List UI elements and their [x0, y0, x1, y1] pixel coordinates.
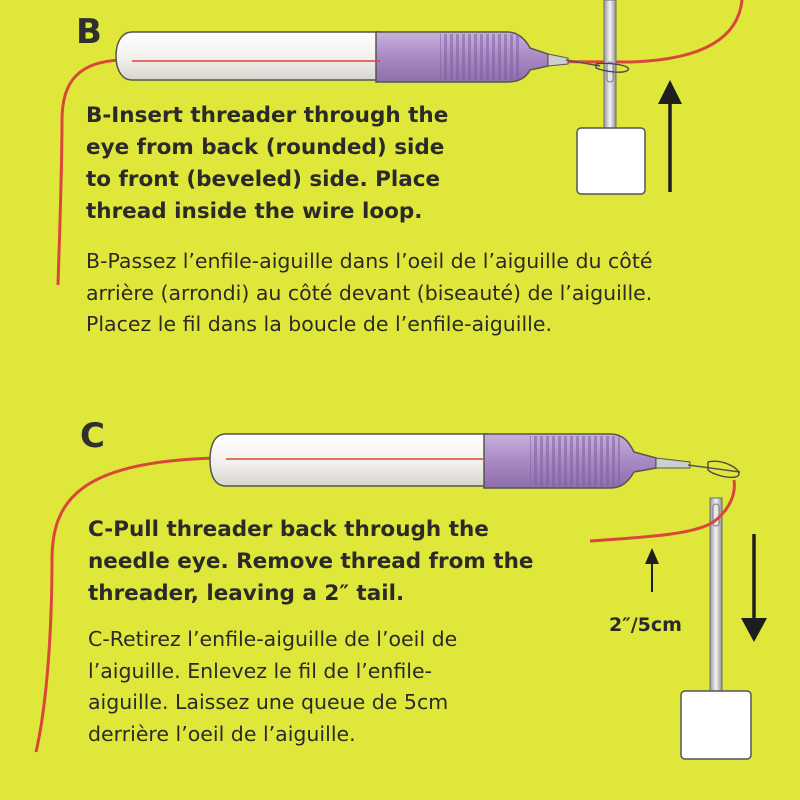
text-line: thread inside the wire loop. [86, 199, 423, 224]
text-line: C-Retirez l’enfile-aiguille de l’oeil de [88, 627, 458, 651]
threader-c [210, 434, 740, 488]
step-b-instruction-en [86, 100, 448, 228]
tail-measure-arrow-icon [645, 548, 659, 592]
text-line: arrière (arrondi) au côté devant (biseauté) de l’aiguille. [86, 280, 653, 305]
text-line: Placez le fil dans la boucle de l’enfile-aiguille. [86, 312, 552, 336]
text-line: to front (beveled) side. Place [86, 167, 441, 192]
text-line: C-Pull threader back through the [88, 517, 489, 542]
arrow-down-icon [741, 534, 767, 642]
text-line: B-Passez l’enfile-aiguille dans l’oeil de l’aiguille du côté [86, 249, 653, 273]
text-line: eye from back (rounded) side [86, 135, 445, 160]
text-line: B-Insert threader through the [86, 103, 449, 128]
text-line: needle eye. Remove thread from the [88, 549, 534, 574]
step-c-letter: C [80, 416, 105, 456]
needle-c [681, 498, 751, 759]
text-line: l’aiguille. Enlevez le fil de l’enfile- [88, 658, 433, 683]
step-b-letter: B [76, 12, 102, 52]
step-c-instruction-en [88, 514, 533, 610]
step-c-instruction-fr [88, 624, 457, 750]
arrow-up-icon [658, 80, 682, 192]
text-line: threader, leaving a 2″ tail. [88, 581, 405, 606]
threader-b [116, 32, 629, 82]
step-b-instruction-fr [86, 246, 652, 341]
needle-b [577, 0, 645, 194]
tail-measure-label: 2″/5cm [609, 614, 682, 636]
text-line: derrière l’oeil de l’aiguille. [88, 721, 356, 746]
text-line: aiguille. Laissez une queue de 5cm [88, 690, 449, 714]
